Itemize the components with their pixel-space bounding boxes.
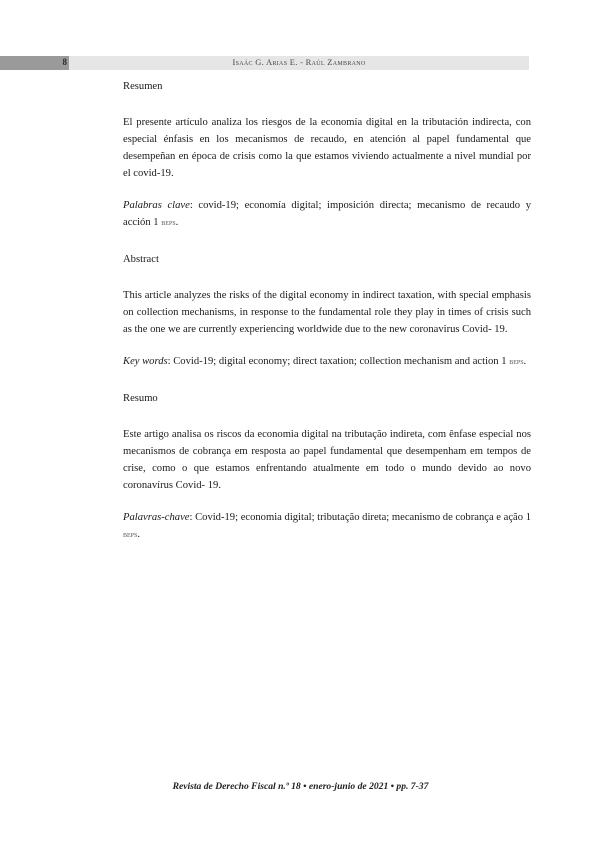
page-number: 8 xyxy=(62,57,67,67)
journal-citation-footer: Revista de Derecho Fiscal n.º 18 • enero-junio de 2021 • pp. 7-37 xyxy=(172,781,429,792)
abstract-keywords-beps: beps xyxy=(509,356,524,366)
resumo-heading: Resumo xyxy=(123,393,158,404)
resumen-keywords-text: : covid-19; economía digital; imposición directa; mecanismo de recaudo y acción 1 xyxy=(123,200,531,228)
abstract-keywords-label: Key words xyxy=(123,356,168,367)
resumen-heading: Resumen xyxy=(123,81,163,92)
abstract-body: This article analyzes the risks of the digital economy in indirect taxation, with special emphasis on collection mechanisms, in response to the fundamental role they play in times of crisis such as the one we are currently experiencing worldwide due to the new coronavirus Covid- 19. xyxy=(123,290,531,335)
resumo-keywords-end: . xyxy=(137,529,140,540)
running-head-authors: Isaác G. Arias E. - Raúl Zambrano xyxy=(232,57,366,67)
resumen-keywords xyxy=(123,197,531,231)
abstract-keywords-end: . xyxy=(523,356,527,367)
resumen-keywords-end: . xyxy=(175,217,179,228)
resumen-keywords-label: Palabras clave xyxy=(123,200,190,211)
resumo-body: Este artigo analisa os riscos da economia digital na tributação indireta, com ênfase especial nos mecanismos de cobrança em resposta ao papel fundamental que desempenham em tempos de crise, como o que estamos enfrentando atualmente em todo o mundo devido ao novo coronavírus Covid- 19. xyxy=(123,429,531,491)
resumo-keywords-label: Palavras-chave xyxy=(123,512,190,523)
abstract-heading: Abstract xyxy=(123,254,159,265)
resumen-keywords-beps: beps xyxy=(161,217,176,227)
resumen-body: El presente artículo analiza los riesgos de la economía digital en la tributación indirecta, con especial énfasis en los mecanismos de recaudo, en atención al papel fundamental que desempeñan en época de crisis como la que estamos viviendo actualmente a nivel mundial por el covid-19. xyxy=(123,117,531,179)
running-header-bar xyxy=(0,56,529,70)
resumo-keywords-text: : Covid-19; economia digital; tributação direta; mecanismo de cobrança e ação 1 xyxy=(189,512,532,523)
page-number-block xyxy=(0,56,69,70)
abstract-keywords-text: : Covid-19; digital economy; direct taxation; collection mechanism and action 1 xyxy=(167,356,510,367)
abstract-keywords xyxy=(123,353,531,370)
resumo-keywords xyxy=(123,509,531,543)
resumo-keywords-beps: beps xyxy=(123,529,138,539)
abstracts-section xyxy=(123,78,531,558)
